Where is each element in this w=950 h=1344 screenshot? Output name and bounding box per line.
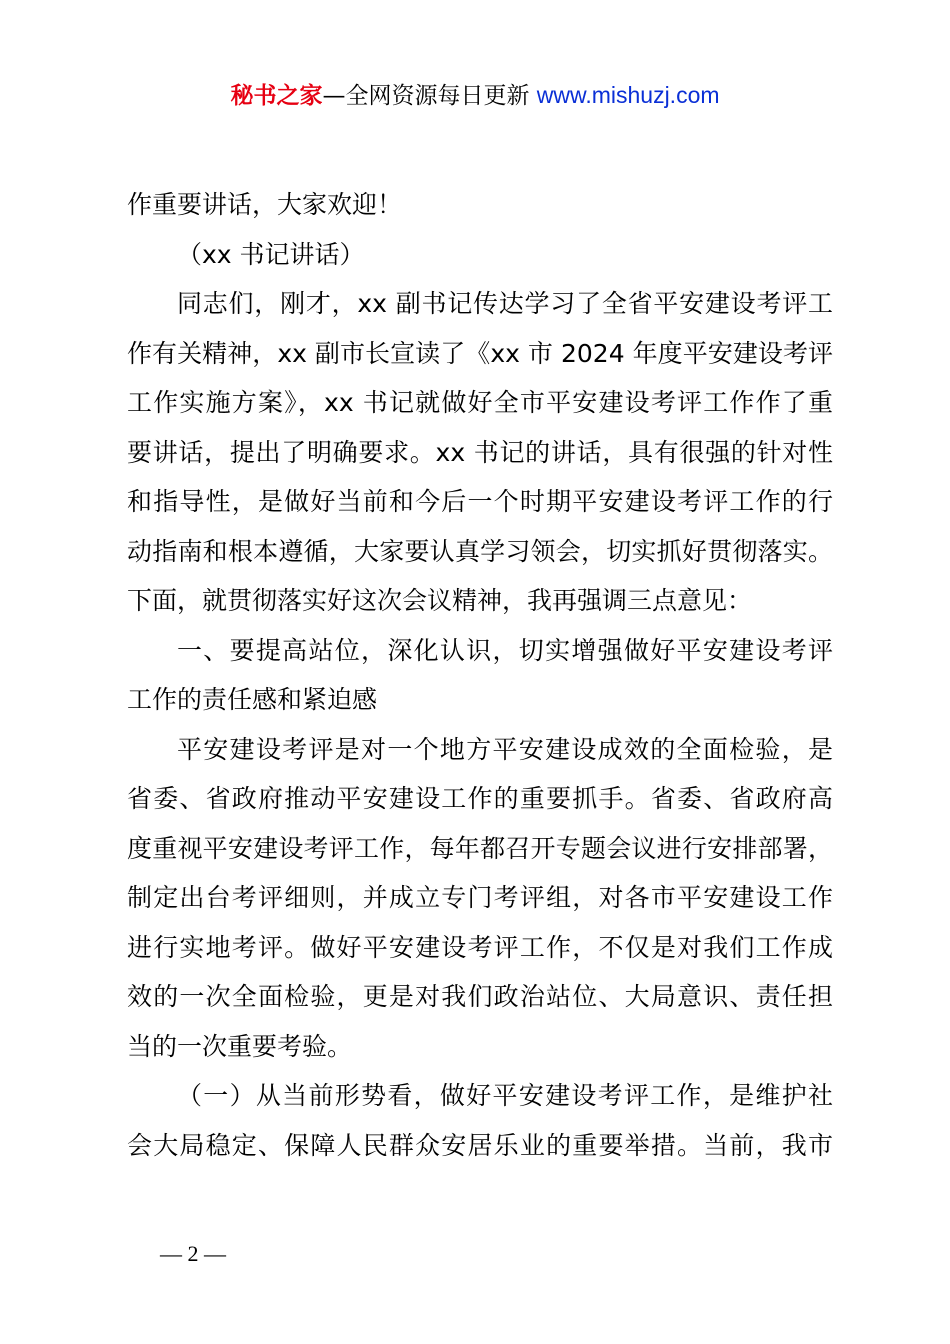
paragraph-line: 要讲话，提出了明确要求。xx 书记的讲话，具有很强的针对性 bbox=[127, 437, 833, 467]
brand-name: 秘书之家 bbox=[230, 83, 323, 109]
page-number: — 2 — bbox=[160, 1241, 226, 1266]
paragraph-line: 下面，就贯彻落实好这次会议精神，我再强调三点意见： bbox=[127, 586, 753, 615]
paragraph-line: 和指导性，是做好当前和今后一个时期平安建设考评工作的行 bbox=[127, 487, 833, 516]
section-heading: 一、要提高站位，深化认识，切实增强做好平安建设考评 bbox=[177, 635, 833, 665]
paragraph-line: 同志们，刚才，xx 副书记传达学习了全省平安建设考评工 bbox=[177, 289, 833, 318]
site-banner bbox=[0, 80, 950, 111]
paragraph-line: （一）从当前形势看，做好平安建设考评工作，是维护社 bbox=[177, 1081, 833, 1110]
section-heading: 工作的责任感和紧迫感 bbox=[127, 685, 378, 714]
site-url-link[interactable]: www.mishuzj.com bbox=[536, 82, 720, 108]
paragraph-line: 省委、省政府推动平安建设工作的重要抓手。省委、省政府高 bbox=[127, 784, 833, 813]
paragraph-line: 当的一次重要考验。 bbox=[127, 1031, 353, 1061]
text-line: 作重要讲话，大家欢迎！ bbox=[127, 190, 403, 219]
speech-note: （xx 书记讲话） bbox=[177, 239, 365, 269]
paragraph-line: 度重视平安建设考评工作，每年都召开专题会议进行安排部署， bbox=[127, 833, 833, 863]
banner-tagline: —全网资源每日更新 bbox=[322, 83, 530, 109]
paragraph-line: 会大局稳定、保障人民群众安居乐业的重要举措。当前，我市 bbox=[127, 1130, 833, 1160]
paragraph-line: 制定出台考评细则，并成立专门考评组，对各市平安建设工作 bbox=[127, 883, 833, 912]
document-body bbox=[127, 180, 833, 1170]
paragraph-line: 作有关精神，xx 副市长宣读了《xx 市 2024 年度平安建设考评 bbox=[127, 338, 833, 368]
paragraph-line: 平安建设考评是对一个地方平安建设成效的全面检验，是 bbox=[177, 734, 833, 764]
paragraph-line: 工作实施方案》，xx 书记就做好全市平安建设考评工作作了重 bbox=[127, 388, 833, 417]
paragraph-line: 动指南和根本遵循，大家要认真学习领会，切实抓好贯彻落实。 bbox=[127, 536, 833, 566]
paragraph-line: 进行实地考评。做好平安建设考评工作，不仅是对我们工作成 bbox=[127, 932, 833, 962]
paragraph-line: 效的一次全面检验，更是对我们政治站位、大局意识、责任担 bbox=[127, 982, 833, 1011]
